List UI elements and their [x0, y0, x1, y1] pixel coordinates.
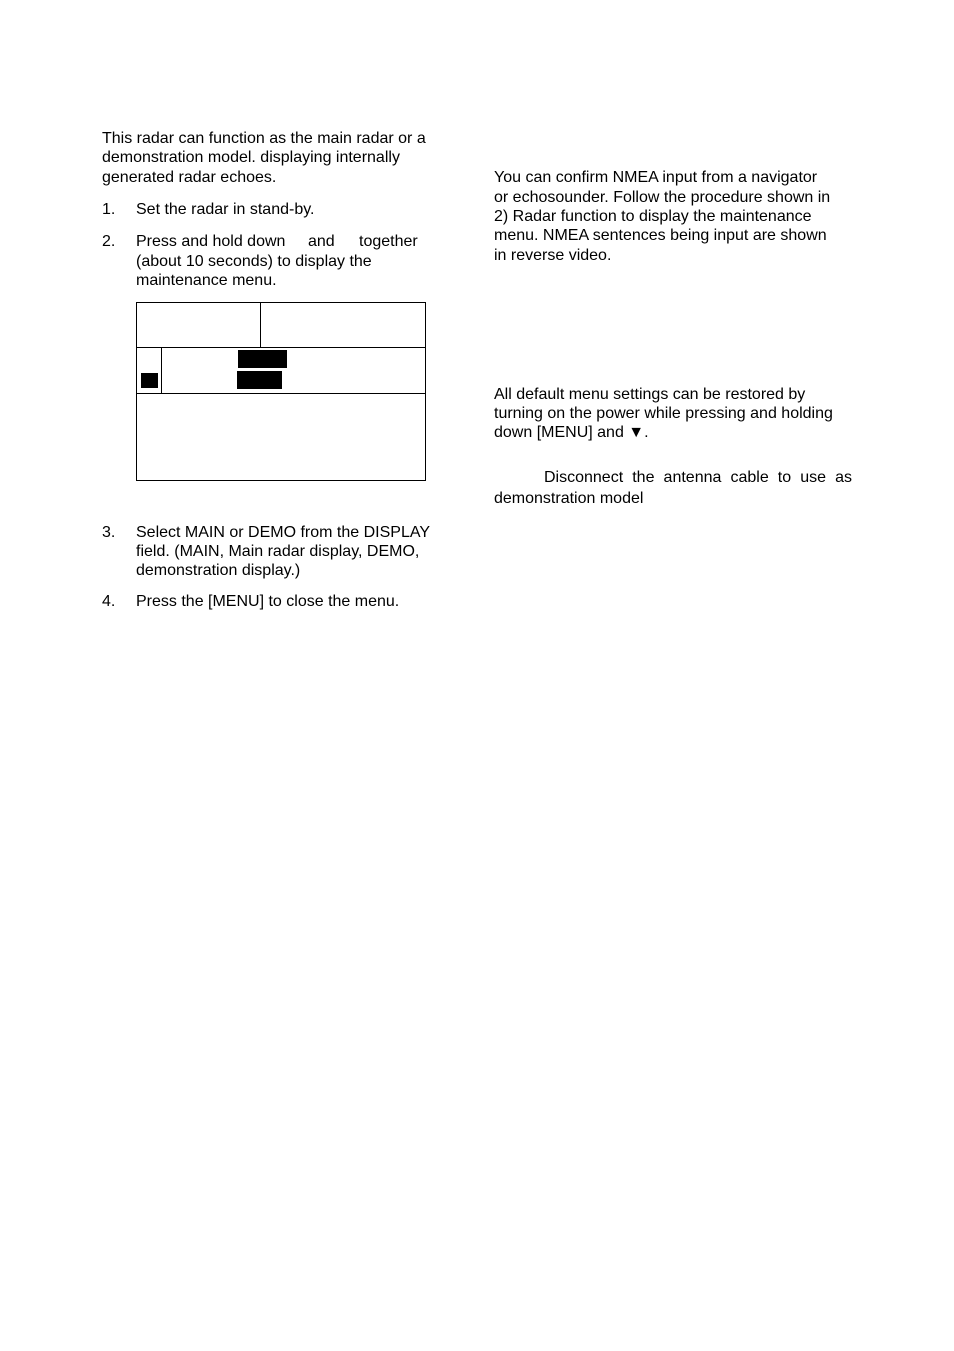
step-number: 3.	[102, 524, 116, 541]
step-number: 4.	[102, 593, 116, 610]
step-text: (about 10 seconds) to display the	[136, 253, 372, 270]
defaults-line: down [MENU] and ▼.	[494, 424, 649, 441]
reverse-video-field	[237, 371, 282, 389]
nmea-line: or echosounder. Follow the procedure shown in	[494, 189, 831, 206]
step-text: field. (MAIN, Main radar display, DEMO,	[136, 543, 420, 560]
step-text: together	[359, 233, 418, 250]
menu-frame	[136, 302, 426, 481]
menu-divider	[260, 302, 261, 348]
note-line: Disconnect the antenna cable to use as	[544, 469, 852, 486]
step-number: 1.	[102, 201, 116, 218]
menu-divider	[136, 393, 426, 394]
step-text: Select MAIN or DEMO from the DISPLAY	[136, 524, 431, 541]
step-text: Set the radar in stand-by.	[136, 201, 315, 218]
step-text: Press and hold down	[136, 233, 286, 250]
nmea-line: You can confirm NMEA input from a navigator	[494, 169, 818, 186]
menu-divider	[161, 347, 162, 394]
defaults-line: turning on the power while pressing and holding	[494, 405, 833, 422]
note-line: demonstration model	[494, 490, 644, 507]
reverse-video-field	[238, 350, 287, 368]
intro-line: This radar can function as the main radar or a	[102, 130, 426, 147]
intro-line: demonstration model. displaying internally	[102, 149, 400, 166]
menu-divider	[136, 347, 426, 348]
step-2	[102, 232, 462, 292]
step-text: Press the [MENU] to close the menu.	[136, 593, 400, 610]
intro-line: generated radar echoes.	[102, 169, 277, 186]
step-text: demonstration display.)	[136, 562, 301, 579]
cursor-block	[141, 373, 158, 388]
nmea-line: menu. NMEA sentences being input are shown	[494, 227, 827, 244]
step-number: 2.	[102, 233, 116, 250]
step-text: maintenance menu.	[136, 272, 277, 289]
nmea-line: in reverse video.	[494, 247, 612, 264]
step-3	[102, 523, 462, 583]
defaults-line: All default menu settings can be restored by	[494, 386, 806, 403]
step-text: and	[308, 233, 335, 250]
nmea-line: 2) Radar function to display the maintenance	[494, 208, 812, 225]
